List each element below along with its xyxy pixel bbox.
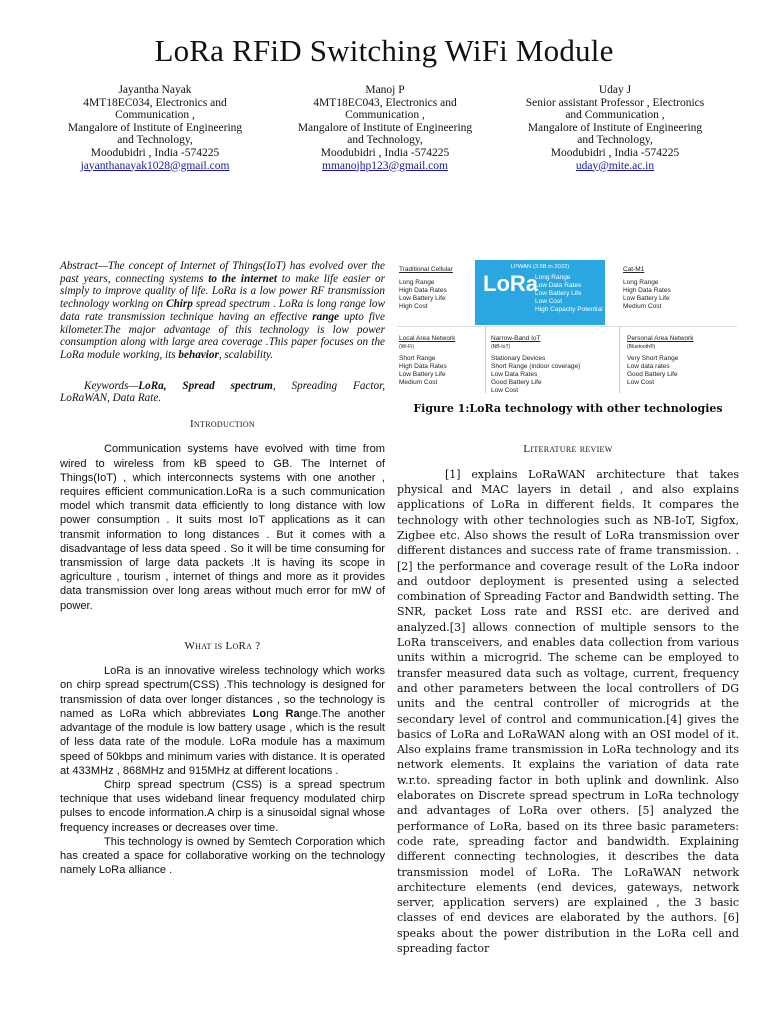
figure-divider bbox=[397, 326, 737, 327]
semtech-paragraph: This technology is owned by Semtech Corporation which has created a space for collaborative working on the technology namely LoRa alliance . bbox=[60, 835, 385, 877]
figure-cell-item: Low Battery Life bbox=[399, 371, 446, 378]
author-affiliation: Moodubidri , India -574225 bbox=[90, 146, 220, 159]
figure-cell-item: Low Cost bbox=[491, 387, 519, 394]
figure-cell-item: Stationary Devices bbox=[491, 355, 546, 362]
figure-cell-item: Low Data Rates bbox=[491, 371, 538, 378]
figure-cell-item: High Data Rates bbox=[399, 363, 447, 370]
abstract-emphasis: range bbox=[312, 310, 340, 323]
figure-cell-item: Long Range bbox=[399, 279, 435, 286]
lpwan-item: Low Battery Life bbox=[535, 290, 582, 297]
figure-cell-cat-m1 bbox=[623, 266, 671, 311]
author-name: Manoj P bbox=[365, 84, 405, 96]
abstract-text: Abstract—The concept of Internet of Things(IoT) has evolved over the past years, connecting systems bbox=[60, 260, 385, 285]
lpwan-item: Low Data Rates bbox=[535, 282, 582, 289]
figure-cell-item: Good Battery Life bbox=[491, 379, 542, 386]
author-affiliation: 4MT18EC043, Electronics and bbox=[313, 96, 457, 109]
author-affiliation: Moodubidri , India -574225 bbox=[550, 146, 680, 159]
figure-cell-item: Short Range bbox=[399, 355, 436, 362]
figure-divider bbox=[485, 326, 486, 393]
abstract-text: spread spectrum . LoRa is long range low data rate transmission technique having an effective bbox=[60, 298, 385, 323]
figure-cell-title: Narrow-Band IoT bbox=[491, 335, 541, 342]
section-heading-literature-review: Literature review bbox=[523, 443, 613, 456]
keywords-bold: LoRa, Spread spectrum bbox=[138, 379, 273, 392]
author-1 bbox=[40, 84, 270, 172]
figure-cell-local-area-network bbox=[399, 335, 455, 387]
author-affiliation: and Technology, bbox=[347, 134, 423, 147]
paragraph-bold: Ra bbox=[285, 707, 300, 720]
figure-lpwan-panel bbox=[475, 260, 605, 325]
literature-review-paragraph: [1] explains LoRaWAN architecture that takes physical and MAC layers in detail , and also explains applications of LoRa in different fields. It compares the technology with other technologies such as NB-IoT, Sigfox, Zigbee etc. Also shows the result of LoRa transmission over different distances and success rate of frame transmission. . [2] the performance and coverage result of the LoRa indoor and outdoor deployment is presented using a selected combination of Spreading Factor and Bandwidth setting. The SNR, packet Loss rate and RSSI etc. are derived and analyzed.[3] allows connection of multiple sensors to the LoRa transceivers, and enables data collection from various units within a microgrid. The scheme can be employed to transfer measured data such as voltage, current, frequency and other parameters between the local controllers of DG units and the central controller of microgrids at the secondary level of control and communication.[4] gives the basics of LoRa and LoRaWAN along with an OSI model of it. Also explains frame transmission in LoRa technology and its network elements. It explains the variation of data rate w.r.to. spreading factor in both uplink and downlink. Also elaborates on Discrete spread spectrum in LoRa technology and advantages of LoRa over others. [5] analyzed the performance of LoRa, based on its three basic parameters: code rate, spreading factor and bandwidth. Explaining different connecting technologies, it describes the data transmission model of LoRa. The LoRaWAN network architecture elements (end devices, gateways, network server, application servers) are explained , the 3 basic classes of end devices are elaborated by the authors. [6] speaks about the power distribution in the LoRa cell and spreading factor bbox=[397, 467, 739, 956]
figure-lora-comparison bbox=[397, 260, 737, 393]
lora-logo: LoRa bbox=[483, 271, 538, 296]
css-paragraph: Chirp spread spectrum (CSS) is a spread spectrum technique that uses wideband linear frequency modulated chirp pulses to encode information.A chirp is a sinusoidal signal whose frequency increases or decreases over time. bbox=[60, 778, 385, 834]
author-affiliation: Communication , bbox=[115, 109, 195, 122]
lpwan-item: Long Range bbox=[535, 274, 571, 281]
abstract-text: upto five kilometer.The major advantage of this technology is low power consumption along with large area coverage .This paper focuses on the LoRa module working, its bbox=[60, 310, 385, 361]
figure-cell-traditional-cellular bbox=[399, 266, 453, 311]
author-affiliation: and Technology, bbox=[117, 134, 193, 147]
author-affiliation: Senior assistant Professor , Electronics bbox=[525, 96, 705, 109]
author-affiliation: 4MT18EC034, Electronics and bbox=[83, 96, 227, 109]
author-affiliation: Communication , bbox=[345, 109, 425, 122]
figure-cell-item: High Data Rates bbox=[623, 287, 671, 294]
figure-cell-item: Very Short Range bbox=[627, 355, 679, 362]
author-email-link[interactable]: mmanojhp123@gmail.com bbox=[322, 159, 448, 172]
figure-cell-item: High Data Rates bbox=[399, 287, 447, 294]
author-block bbox=[40, 84, 730, 172]
figure-cell-item: Medium Cost bbox=[623, 303, 662, 310]
keywords-rest: , Spreading Factor, LoRaWAN, Data Rate. bbox=[60, 379, 385, 405]
figure-cell-item: Low Cost bbox=[627, 379, 655, 386]
figure-cell-title: Cat-M1 bbox=[623, 266, 645, 273]
figure-grid bbox=[397, 260, 737, 393]
author-email-link[interactable]: uday@mite.ac.in bbox=[575, 159, 655, 172]
lpwan-caption: LPWAN (3.5B in 2022) bbox=[510, 264, 570, 270]
figure-cell-personal-area-network bbox=[627, 335, 693, 387]
figure-cell-title: Local Area Network bbox=[399, 335, 456, 342]
author-affiliation: Mangalore of Institute of Engineering bbox=[297, 121, 473, 134]
author-3 bbox=[500, 84, 730, 172]
introduction-paragraph: Communication systems have evolved with time from wired to wireless from kB speed to GB. The Internet of Things(IoT) , which interconnects systems with one another , requires efficient communication.LoRa is a such communication model which transmit data efficiently to long distance with low power consumption . It suits most IoT applications as it can transmit information to long distances . But it comes with a disadvantage of less data speed . So it will be time consuming for transmission of large data packets .It is having its scope in agriculture , tourism , internet of things and more as it provides data transmission over long areas without much error for mW of power. bbox=[60, 443, 385, 612]
figure-cell-subtitle: (NB-IoT) bbox=[491, 344, 511, 350]
left-column bbox=[60, 260, 385, 877]
figure-cell-title: Traditional Cellular bbox=[399, 266, 453, 273]
section-heading-introduction: Introduction bbox=[189, 418, 256, 431]
abstract-text: to make life easier or simply to improve quality of life. LoRa is a low power RF transmission technology working on bbox=[60, 272, 385, 311]
author-affiliation: Moodubidri , India -574225 bbox=[320, 146, 450, 159]
author-affiliation: Mangalore of Institute of Engineering bbox=[527, 121, 703, 134]
figure-cell-subtitle: (Bluetooth®) bbox=[627, 344, 656, 350]
abstract-emphasis: behavior bbox=[178, 348, 219, 361]
author-affiliation: and Technology, bbox=[577, 134, 653, 147]
lpwan-item: Low Cost bbox=[535, 298, 563, 305]
abstract bbox=[60, 260, 385, 362]
figure-cell-item: Medium Cost bbox=[399, 379, 438, 386]
paper-title: LoRa RFiD Switching WiFi Module bbox=[154, 33, 614, 68]
author-email-link[interactable]: jayanthanayak1028@gmail.com bbox=[80, 159, 230, 172]
figure-cell-item: Short Range (indoor coverage) bbox=[491, 363, 581, 370]
paragraph-text: LoRa is an innovative wireless technology which works on chirp spread spectrum(CSS) .This technology is designed for transmission of data over longer distances , so the technology is named as LoRa which abbreviates bbox=[60, 665, 385, 720]
keywords-prefix: Keywords— bbox=[84, 379, 139, 392]
figure-divider bbox=[619, 326, 620, 393]
author-name: Uday J bbox=[598, 84, 632, 96]
figure-cell-title: Personal Area Network bbox=[627, 335, 694, 342]
author-2 bbox=[270, 84, 500, 172]
author-name: Jayantha Nayak bbox=[118, 84, 192, 96]
figure-cell-item: Low Battery Life bbox=[623, 295, 670, 302]
author-affiliation: and Communication , bbox=[565, 109, 665, 122]
section-heading-what-is-lora: What is LoRa ? bbox=[184, 639, 261, 652]
right-column bbox=[397, 260, 739, 956]
figure-cell-item: Low Battery Life bbox=[399, 295, 446, 302]
figure-cell-subtitle: (Wi-Fi) bbox=[399, 344, 414, 350]
author-affiliation: Mangalore of Institute of Engineering bbox=[67, 121, 243, 134]
lpwan-list bbox=[535, 274, 603, 314]
figure-cell-item: Long Range bbox=[623, 279, 659, 286]
figure-cell-item: High Cost bbox=[399, 303, 428, 310]
paragraph-text: nge.The another advantage of the module is low battery usage , which is the result of less data rate of the module. LoRa module has a maximum speed of 50kbps and minimum varies with distance. It is operated at 433MHz , 868MHz and 915MHz at different locations . bbox=[60, 707, 385, 777]
figure-cell-item: Low data rates bbox=[627, 363, 670, 370]
figure-cell-narrow-band-iot bbox=[491, 335, 580, 395]
lpwan-item: High Capacity Potential bbox=[535, 306, 603, 313]
abstract-emphasis: Chirp bbox=[166, 298, 193, 311]
what-is-lora-paragraph bbox=[60, 664, 385, 778]
paragraph-bold: Lo bbox=[252, 707, 267, 720]
figure-cell-item: Good Battery Life bbox=[627, 371, 678, 378]
abstract-emphasis: to the internet bbox=[208, 272, 277, 285]
paragraph-text: ng bbox=[266, 707, 286, 720]
keywords bbox=[60, 380, 385, 405]
figure-caption: Figure 1:LoRa technology with other technologies bbox=[413, 402, 723, 415]
abstract-text: , scalability. bbox=[218, 348, 274, 361]
